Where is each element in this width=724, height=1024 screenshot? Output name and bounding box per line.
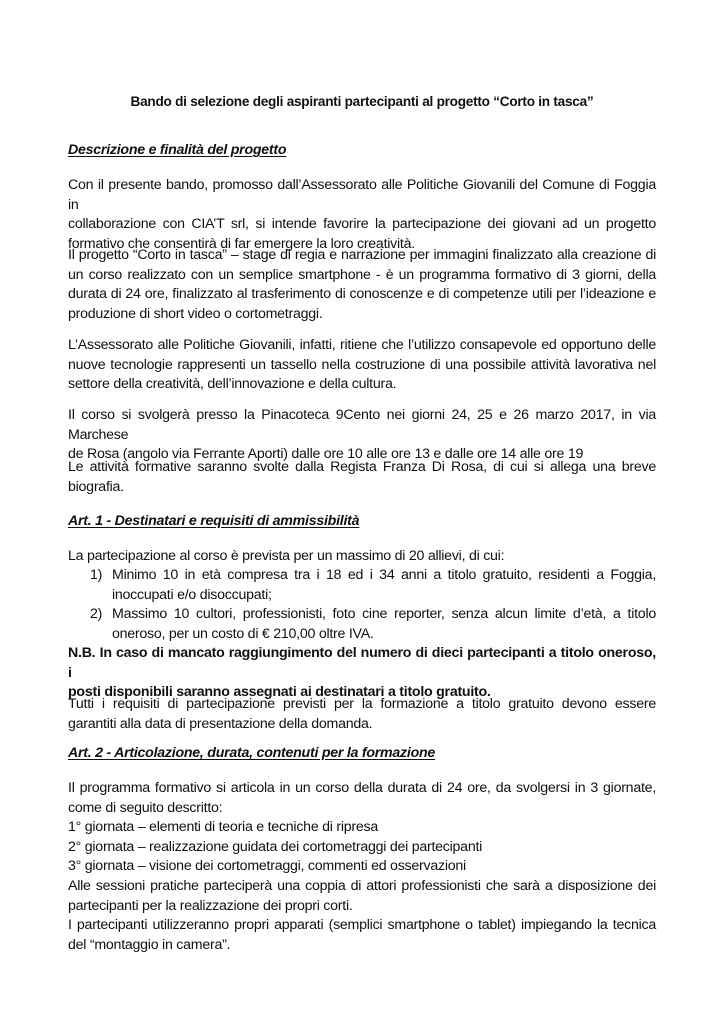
paragraph-line: del “montaggio in camera”. [68,936,231,953]
list-item-text [112,566,656,605]
nb-line: N.B. In caso di mancato raggiungimento del numero di dieci partecipanti a titolo oneroso, i [68,645,656,681]
paragraph-line: formativo che consentirà di far emergere la loro creatività. [68,235,415,252]
document-title: Bando di selezione degli aspiranti partecipanti al progetto “Corto in tasca” [130,94,594,109]
paragraph-line: durata di 24 ore, finalizzato al trasferimento di conoscenze e di competenze utili per l’ideazione e [68,286,656,303]
section-heading-art2: Art. 2 - Articolazione, durata, contenuti per la formazione [68,745,436,761]
list-item-text [112,605,656,644]
paragraph-line: come di seguito descritto: [68,799,223,816]
section-heading-art1: Art. 1 - Destinatari e requisiti di ammissibilità [68,513,360,529]
paragraph-line: collaborazione con CIA’T srl, si intende favorire la partecipazione dei giovani ad un progetto [68,216,656,233]
list-item-number: 1) [90,567,103,583]
day-item: 1° giornata – elementi di teoria e tecniche di ripresa [68,819,378,836]
day-item: 3° giornata – visione dei cortometraggi, commenti ed osservazioni [68,858,466,875]
paragraph-line: Il corso si svolgerà presso la Pinacoteca 9Cento nei giorni 24, 25 e 26 marzo 2017, in via Marchese [68,407,656,443]
list-item-line: inoccupati e/o disoccupati; [112,586,272,603]
paragraph-line: Il progetto “Corto in tasca” – stage di regia e narrazione per immagini finalizzato alla creazione di [68,247,656,263]
paragraph-line: Il programma formativo si articola in un corso della durata di 24 ore, da svolgersi in 3 giornate, [68,780,656,796]
paragraph-line: biografia. [68,478,124,495]
paragraph-line: Alle sessioni pratiche parteciperà una coppia di attori professionisti che sarà a disposizione dei [68,877,656,894]
art1-intro: La partecipazione al corso è prevista per un massimo di 20 allievi, di cui: [68,548,505,564]
paragraph-line: Le attività formative saranno svolte dalla Regista Franza Di Rosa, di cui si allega una breve [68,459,656,475]
paragraph-line: L’Assessorato alle Politiche Giovanili, infatti, ritiene che l’utilizzo consapevole ed opportuno delle [68,337,656,353]
section-heading-description: Descrizione e finalità del progetto [68,142,287,158]
nb-note [68,644,656,703]
paragraph-line: Con il presente bando, promosso dall’Assessorato alle Politiche Giovanili del Comune di Foggia in [68,177,656,213]
paragraph-line: Tutti i requisiti di partecipazione previsti per la formazione a titolo gratuito devono essere [68,696,656,712]
paragraph-intro [68,176,656,254]
paragraph-line: un corso realizzato con un semplice smartphone - è un programma formativo di 3 giorni, della [68,266,656,283]
paragraph-assessorato [68,336,656,395]
nb-line: posti disponibili saranno assegnati ai destinatari a titolo gratuito. [68,684,491,701]
list-item-line: Massimo 10 cultori, professionisti, foto cine reporter, senza alcun limite d’età, a titolo [112,606,656,622]
paragraph-line: produzione di short video o cortometraggi. [68,305,323,322]
list-item-line: oneroso, per un costo di € 210,00 oltre IVA. [112,625,374,642]
paragraph-program [68,779,656,955]
paragraph-project [68,246,656,324]
list-item-line: Minimo 10 in età compresa tra i 18 ed i 34 anni a titolo gratuito, residenti a Foggia, [112,567,656,583]
paragraph-line: nuove tecnologie rappresenti un tassello nella costruzione di una possibile attività lavorativa nel [68,356,656,373]
list-item-number: 2) [90,606,103,622]
day-item: 2° giornata – realizzazione guidata dei cortometraggi dei partecipanti [68,838,483,855]
paragraph-requirements [68,695,656,734]
paragraph-line: settore della creatività, dell’innovazione e della cultura. [68,376,397,393]
paragraph-director [68,458,656,497]
paragraph-line: garantiti alla data di presentazione della domanda. [68,715,373,732]
paragraph-line: de Rosa (angolo via Ferrante Aporti) dalle ore 10 alle ore 13 e dalle ore 14 alle ore 19 [68,446,584,463]
paragraph-line: partecipanti per la realizzazione dei propri corti. [68,897,353,914]
paragraph-line: I partecipanti utilizzeranno propri apparati (semplici smartphone o tablet) impiegando la tecnica [68,917,656,934]
paragraph-location [68,406,656,465]
